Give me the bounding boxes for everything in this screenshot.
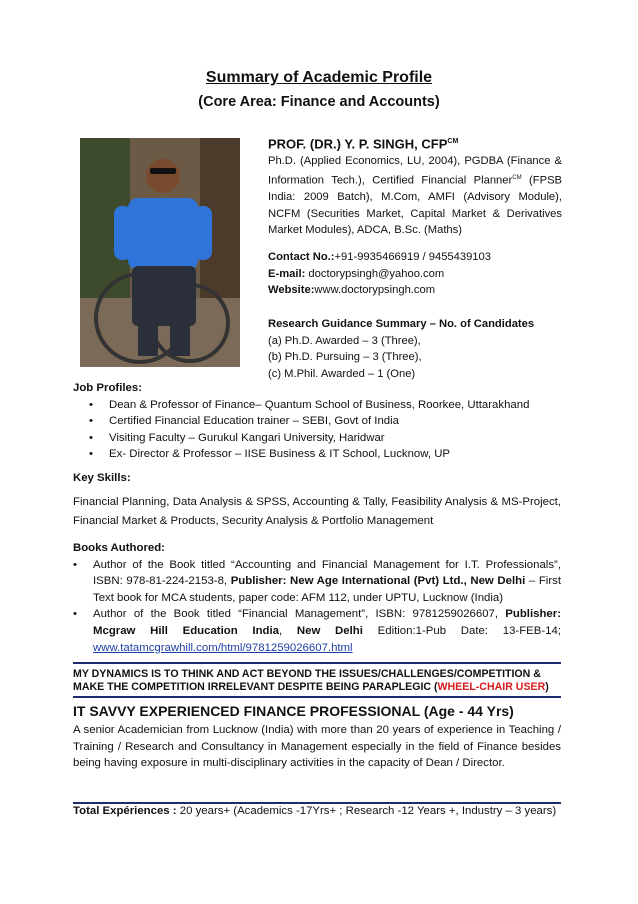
key-skills-heading: Key Skills: xyxy=(73,472,131,484)
job-item: • Dean & Professor of Finance– Quantum School of Business, Roorkee, Uttarakhand xyxy=(73,397,561,414)
profile-degrees: Ph.D. (Applied Economics, LU, 2004), PGDBA (Finance & Information Tech.), Certified Financial Planner$^{CM}$ (FPSB India: 2009 Batch), M.Com, AMFI (Advisory Module), NCFM (Securities Market, Capital Market & Derivatives Market Modules), ADCA, B.Sc. (Maths) xyxy=(268,155,562,237)
divider xyxy=(73,696,561,698)
page-subtitle: (Core Area: Finance and Accounts) xyxy=(198,94,440,110)
job-profiles-section xyxy=(73,380,561,463)
key-skills-text: Financial Planning, Data Analysis & SPSS, Accounting & Tally, Feasibility Analysis & MS-Project, Financial Market & Products, Security Analysis & Portfolio Management xyxy=(73,495,561,527)
research-item: (b) Ph.D. Pursuing – 3 (Three), xyxy=(268,351,422,364)
contact-number: Contact No.:+91-9935466919 / 9455439103 xyxy=(268,251,491,263)
divider xyxy=(73,662,561,664)
research-summary xyxy=(268,316,562,382)
job-item: • Ex- Director & Professor – IISE Business & IT School, Lucknow, UP xyxy=(73,446,561,463)
research-item: (c) M.Phil. Awarded – 1 (One) xyxy=(268,367,416,380)
book-link[interactable]: www.tatamcgrawhill.com/html/9781259026607.html xyxy=(93,641,353,654)
job-item: • Visiting Faculty – Gurukul Kangari University, Haridwar xyxy=(73,430,561,447)
job-profiles-heading: Job Profiles: xyxy=(73,382,142,394)
contact-block xyxy=(268,249,562,299)
page-title: Summary of Academic Profile xyxy=(205,69,433,86)
research-title: Research Guidance Summary – No. of Candidates xyxy=(268,318,535,330)
summary-paragraph: A senior Academician from Lucknow (India) with more than 20 years of experience in Teaching / Training / Research and Consultancy in Management especially in the field of Finance besides being having exposure in multi-disciplinary activities in the capacity of Dean / Director. xyxy=(73,724,561,770)
book-item: • Author of the Book titled “Financial Management”, ISBN: 9781259026607, Publisher: Mcgraw Hill Education India, New Delhi Edition:1-Pub Date: 13-FEB-14; www.tatamcgrawhill.com/html/9781259026607.html xyxy=(73,606,561,656)
job-item: • Certified Financial Education trainer – SEBI, Govt of India xyxy=(73,413,561,430)
dynamics-statement: MY DYNAMICS IS TO THINK AND ACT BEYOND THE ISSUES/CHALLENGES/COMPETITION & MAKE THE COMPETITION IRRELEVANT DESPITE BEING PARAPLEGIC (WHEEL-CHAIR USER) xyxy=(73,668,549,693)
books-heading: Books Authored: xyxy=(73,542,165,554)
books-section xyxy=(73,540,561,656)
profile-photo xyxy=(80,138,240,367)
book-item: • Author of the Book titled “Accounting and Financial Management for I.T. Professionals”, ISBN: 978-81-224-2153-8, Publisher: New Age International (Pvt) Ltd., New Delhi – First Text book for MCA students, paper code: AFM 112, under UPTU, Lucknow (India) xyxy=(73,557,561,607)
contact-website: Website:www.doctorypsingh.com xyxy=(268,284,436,297)
key-skills-section xyxy=(73,470,561,531)
profile-name: PROF. (DR.) Y. P. SINGH, $CFP^{CM}$ xyxy=(268,136,459,152)
summary-heading: IT SAVVY EXPERIENCED FINANCE PROFESSIONAL (Age - 44 Yrs) xyxy=(73,703,514,719)
total-experience: Total Expériences : 20 years+ (Academics -17Yrs+ ; Research -12 Years +, Industry – 3 years) xyxy=(73,805,557,817)
contact-email: E-mail: doctorypsingh@yahoo.com xyxy=(268,267,445,280)
research-item: (a) Ph.D. Awarded – 3 (Three), xyxy=(268,334,421,347)
